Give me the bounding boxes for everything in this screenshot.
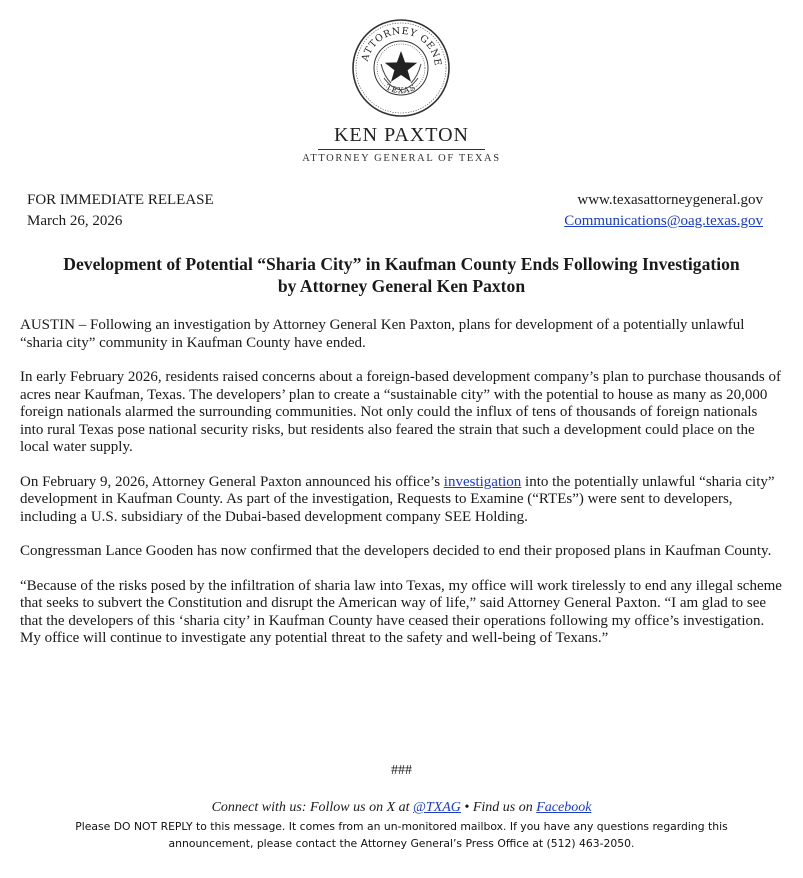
paragraph-2: In early February 2026, residents raised concerns about a foreign-based development company’s plan to purchase thousands of acres near Kaufman, Texas. The developers’ plan to create a “sustainable city” with the potential to house as many as 20,000 foreign nationals alarmed the surrounding communities. Not only could the influx of tens of thousands of foreign nationals into rural Texas pose national security risks, but residents also feared the strain that such a development could place on the local water supply. [20,369,782,455]
paragraph-1: AUSTIN – Following an investigation by Attorney General Ken Paxton, plans for development of a potentially unlawful “sharia city” community in Kaufman County have ended. [20,317,745,351]
website-text: www.texasattorneygeneral.gov [577,192,763,208]
contact-meta [564,190,763,232]
paragraph-4: Congressman Lance Gooden has now confirmed that the developers decided to end their proposed plans in Kaufman County. [20,543,772,559]
paragraph-3-text-after: into the potentially unlawful “sharia city” development in Kaufman County. As part of the investigation, Requests to Examine (“RTEs”) were sent to developers, including a U.S. subsidiary of the Dubai-based development company SEE Holding. [20,473,775,525]
press-release-body [20,317,782,665]
seal-top-text: ATTORNEY GENE [359,25,444,68]
release-date: March 26, 2026 [27,213,123,229]
attorney-general-seal [351,18,451,118]
email-link[interactable]: Communications@oag.texas.gov [564,213,763,229]
paragraph-5: “Because of the risks posed by the infiltration of sharia law into Texas, my office will work tirelessly to end any illegal scheme that seeks to subvert the Constitution and disrupt the American way of life,” said Attorney General Paxton. “I am glad to see that the developers of this ‘sharia city’ in Kaufman County have ceased their operations following my office’s investigation. My office will continue to investigate any potential threat to the safety and well-being of Texans.” [20,577,782,646]
officeholder-name: KEN PAXTON [333,124,470,146]
investigation-link[interactable]: investigation [443,473,522,490]
paragraph-3 [20,474,782,527]
notice-line-1: Please DO NOT REPLY to this message. It comes from an un-monitored mailbox. If you have any questions regarding this [75,820,728,833]
svg-text:THE ATTORNEY GENERAL [351,18,443,67]
press-release-headline [20,253,783,297]
connect-prefix: Connect with us: Follow us on X at [211,800,414,815]
no-reply-notice [50,818,753,852]
release-label: FOR IMMEDIATE RELEASE [27,192,214,208]
connect-middle: • Find us on [460,800,537,815]
x-handle-link[interactable]: @TXAG [413,800,461,815]
seal-bottom-text: TEXAS [384,82,418,96]
office-title: ATTORNEY GENERAL OF TEXAS [302,153,501,164]
facebook-link[interactable]: Facebook [536,800,592,815]
paragraph-3-text-before: On February 9, 2026, Attorney General Paxton announced his office’s [20,473,444,490]
end-separator: ### [391,763,412,778]
headline-line-1: Development of Potential “Sharia City” in Kaufman County Ends Following Investigation [63,254,740,274]
name-underline [318,149,485,150]
headline-line-2: by Attorney General Ken Paxton [277,276,526,296]
release-meta [27,190,214,232]
notice-line-2: announcement, please contact the Attorney General’s Press Office at (512) 463-2050. [168,837,635,850]
star-icon [385,51,417,82]
social-connect-line [0,800,803,816]
